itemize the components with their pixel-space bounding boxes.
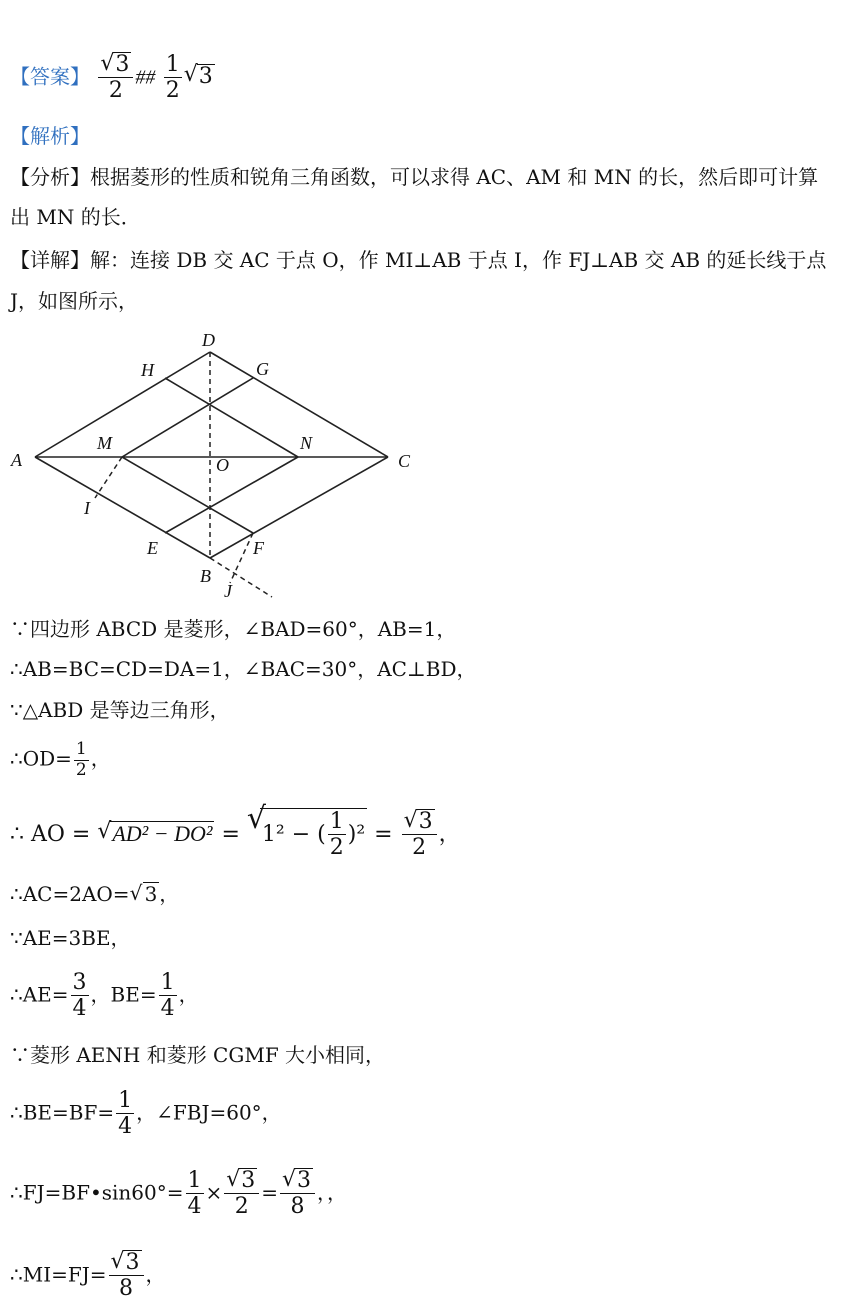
step-9: ∵菱形 AENH 和菱形 CGMF 大小相同，	[10, 1043, 386, 1067]
step-7: ∵AE=3BE，	[10, 926, 131, 950]
step-3: ∵△ABD 是等边三角形，	[10, 698, 230, 722]
point-label-C: C	[398, 451, 411, 471]
point-label-D: D	[202, 330, 215, 350]
point-label-N: N	[300, 433, 313, 453]
point-label-G: G	[256, 359, 269, 379]
answer-tag: 【答案】	[10, 64, 90, 89]
answer-sqrt: √ 3	[184, 64, 215, 89]
step-2: ∴AB=BC=CD=DA=1，∠BAC=30°，AC⊥BD，	[10, 657, 477, 681]
step-10: ∴BE=BF= $\frac{1}{4}$ ，∠FBJ=60°，	[10, 1088, 282, 1140]
point-label-A: A	[11, 450, 22, 470]
step-4: ∴OD= $\frac{1}{2}$ ，	[10, 739, 111, 780]
point-label-H: H	[141, 360, 154, 380]
step-5: ∴ AO = √ AD² − DO² = √ 1² − ( $\frac{1}{2}$ )² = √ $\frac{3}{2}$ ，	[10, 808, 461, 861]
point-label-I: I	[84, 498, 90, 518]
point-label-E: E	[147, 538, 158, 558]
step-1: ∵四边形 ABCD 是菱形，∠BAD=60°，AB=1，	[10, 617, 457, 641]
answer-line	[10, 52, 215, 104]
answer-fraction-1: √ $\frac{3}{2}$	[98, 52, 133, 104]
point-label-F: F	[253, 538, 264, 558]
answer-fraction-2: $\frac{1}{2}$	[165, 52, 180, 104]
xiangjie-line-2: J，如图所示，	[10, 289, 139, 313]
fenxi-line-2: 出 MN 的长．	[10, 205, 141, 229]
analysis-header: 【解析】	[10, 124, 90, 148]
point-label-O: O	[216, 455, 229, 475]
step-8: ∴AE= $\frac{3}{4}$ ，BE= $\frac{1}{4}$ ，	[10, 970, 199, 1022]
answer-separator: ##	[135, 66, 156, 89]
step-12: ∴MI=FJ= √ $\frac{3}{8}$ ，	[10, 1250, 166, 1302]
step-11: ∴FJ=BF•sin60°= $\frac{1}{4}$ × √ $\frac{3}{2}$ = √ $\frac{3}{8}$ ，，	[10, 1168, 347, 1220]
fenxi-line-1: 【分析】根据菱形的性质和锐角三角函数，可以求得 AC、AM 和 MN 的长，然后即可计算	[10, 165, 819, 189]
fenxi-tag: 【分析】	[10, 165, 90, 189]
xiangjie-line-1: 【详解】解：连接 DB 交 AC 于点 O，作 MI⊥AB 于点 I，作 FJ⊥AB 交 AB 的延长线于点	[10, 248, 827, 272]
point-label-J: J	[224, 581, 232, 601]
point-label-B: B	[200, 566, 211, 586]
xiangjie-tag: 【详解】	[10, 248, 90, 272]
point-label-M: M	[97, 433, 112, 453]
geometry-figure	[0, 320, 430, 605]
step-6: ∴AC=2AO=√ 3 ，	[10, 882, 179, 906]
